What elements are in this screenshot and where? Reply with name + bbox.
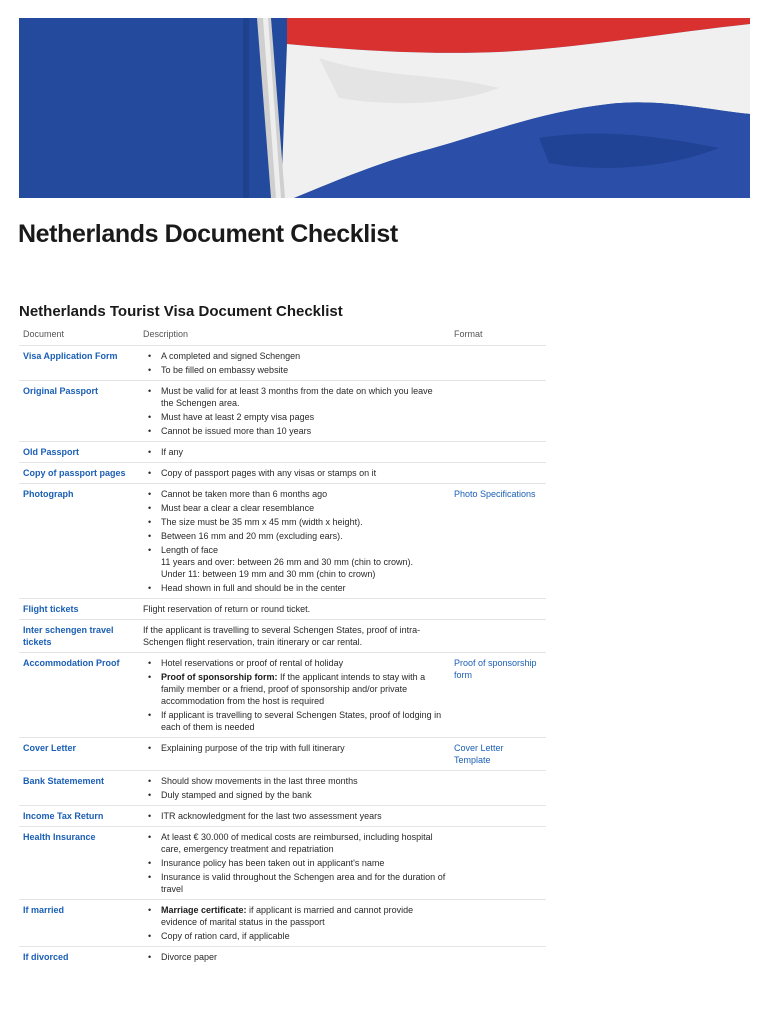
format-cell — [450, 346, 546, 381]
list-item: • Length of face 11 years and over: between 26 mm and 30 mm (chin to crown). Under 11: between 19 mm and 30 mm (chin to crown) — [161, 544, 446, 580]
list-item: • Copy of passport pages with any visas or stamps on it — [161, 467, 446, 479]
format-cell — [450, 442, 546, 463]
document-name[interactable]: Inter schengen travel tickets — [19, 620, 139, 653]
format-cell — [450, 463, 546, 484]
page-title: Netherlands Document Checklist — [18, 220, 398, 248]
list-item: • Between 16 mm and 20 mm (excluding ears). — [161, 530, 446, 542]
list-item: • At least € 30.000 of medical costs are reimbursed, including hospital care, emergency treatment and repatriation — [161, 831, 446, 855]
format-link[interactable]: Cover Letter Template — [450, 738, 546, 771]
bold-label: Marriage certificate: — [161, 905, 247, 915]
document-name[interactable]: Flight tickets — [19, 599, 139, 620]
list-item: • Divorce paper — [161, 951, 446, 963]
table-row — [19, 806, 546, 827]
table-header-row — [19, 324, 546, 346]
table-row — [19, 381, 546, 442]
description-cell — [139, 463, 450, 484]
table-row — [19, 827, 546, 900]
table-row — [19, 442, 546, 463]
description-cell — [139, 771, 450, 806]
document-name[interactable]: Visa Application Form — [19, 346, 139, 381]
description-cell — [139, 827, 450, 900]
document-name[interactable]: If married — [19, 900, 139, 947]
table-row — [19, 947, 546, 968]
list-item: • If any — [161, 446, 446, 458]
document-name[interactable]: If divorced — [23, 952, 69, 962]
table-row — [19, 738, 546, 771]
format-cell — [450, 900, 546, 947]
list-item: • A completed and signed Schengen — [161, 350, 446, 362]
description-cell — [139, 900, 450, 947]
list-item: • ITR acknowledgment for the last two assessment years — [161, 810, 446, 822]
format-cell — [450, 620, 546, 653]
document-checklist-table — [19, 324, 546, 967]
table-row — [19, 484, 546, 599]
format-cell — [450, 947, 546, 968]
list-item: • Insurance is valid throughout the Schengen area and for the duration of travel — [161, 871, 446, 895]
table-row — [19, 346, 546, 381]
description-cell — [139, 806, 450, 827]
column-header-document: Document — [19, 324, 139, 346]
list-item: • If applicant is travelling to several Schengen States, proof of lodging in each of them is needed — [161, 709, 446, 733]
description-cell — [139, 484, 450, 599]
list-item: • To be filled on embassy website — [161, 364, 446, 376]
hero-image — [19, 18, 750, 198]
document-name[interactable]: Old Passport — [19, 442, 139, 463]
column-header-description: Description — [139, 324, 450, 346]
document-name[interactable]: Income Tax Return — [19, 806, 139, 827]
description-cell — [139, 442, 450, 463]
section-title: Netherlands Tourist Visa Document Checklist — [19, 303, 343, 320]
list-item: • Hotel reservations or proof of rental of holiday — [161, 657, 446, 669]
table-row — [19, 463, 546, 484]
description-cell — [139, 653, 450, 738]
list-item — [161, 671, 446, 707]
document-name[interactable]: Photograph — [19, 484, 139, 599]
netherlands-flag-icon — [19, 18, 750, 198]
document-name[interactable]: Health Insurance — [19, 827, 139, 900]
table-row — [19, 599, 546, 620]
format-cell — [450, 771, 546, 806]
list-item: • Duly stamped and signed by the bank — [161, 789, 446, 801]
item-text: If the applicant intends to stay with a family member or a friend, proof of sponsorship and/or private accommodation from the host is required — [161, 672, 426, 706]
document-name[interactable]: Original Passport — [19, 381, 139, 442]
format-link[interactable]: Photo Specifications — [450, 484, 546, 599]
list-item: • Must be valid for at least 3 months from the date on which you leave the Schengen area. — [161, 385, 446, 409]
description-cell — [139, 738, 450, 771]
list-item: • Cannot be taken more than 6 months ago — [161, 488, 446, 500]
table-row — [19, 771, 546, 806]
document-name[interactable]: Accommodation Proof — [19, 653, 139, 738]
document-name[interactable]: Cover Letter — [19, 738, 139, 771]
document-name[interactable]: Bank Statemement — [19, 771, 139, 806]
description-cell — [139, 947, 450, 968]
format-cell — [450, 806, 546, 827]
list-item: • Copy of ration card, if applicable — [161, 930, 446, 942]
table-row — [19, 900, 546, 947]
list-item: • Must bear a clear a clear resemblance — [161, 502, 446, 514]
description-cell — [139, 346, 450, 381]
table-row — [19, 653, 546, 738]
column-header-format: Format — [450, 324, 546, 346]
format-cell — [450, 599, 546, 620]
item-text: if applicant is married and cannot provide evidence of marital status in the passport — [161, 905, 414, 927]
format-cell — [450, 827, 546, 900]
list-item: • Should show movements in the last three months — [161, 775, 446, 787]
description-cell — [139, 381, 450, 442]
list-item: • The size must be 35 mm x 45 mm (width x height). — [161, 516, 446, 528]
format-link[interactable]: Proof of sponsorship form — [450, 653, 546, 738]
table-row — [19, 620, 546, 653]
document-name[interactable]: Copy of passport pages — [19, 463, 139, 484]
list-item: • Explaining purpose of the trip with full itinerary — [161, 742, 446, 754]
format-cell — [450, 381, 546, 442]
list-item: • Cannot be issued more than 10 years — [161, 425, 446, 437]
bold-label: Proof of sponsorship form: — [161, 672, 278, 682]
list-item: • Must have at least 2 empty visa pages — [161, 411, 446, 423]
description-text: Flight reservation of return or round ticket. — [139, 599, 450, 620]
list-item — [161, 904, 446, 928]
list-item: • Insurance policy has been taken out in applicant's name — [161, 857, 446, 869]
description-text: If the applicant is travelling to several Schengen States, proof of intra-Schengen flight reservation, train itinerary or car rental. — [139, 620, 450, 653]
list-item: • Head shown in full and should be in the center — [161, 582, 446, 594]
